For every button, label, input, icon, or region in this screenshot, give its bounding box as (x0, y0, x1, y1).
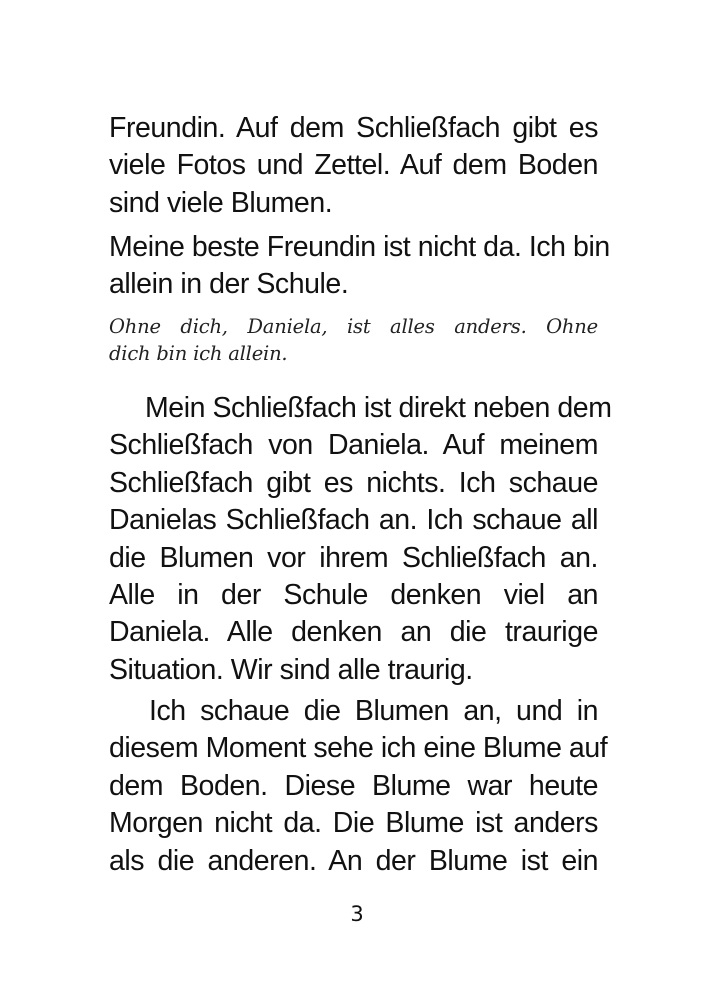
text-line: Schließfach gibt es nichts. Ich schaue (109, 466, 598, 499)
text-line: Freundin. Auf dem Schließfach gibt es (109, 112, 598, 144)
text-line: dich bin ich allein. (109, 342, 288, 365)
text-line: Situation. Wir sind alle traurig. (109, 653, 473, 686)
text-line: Mein Schließfach ist direkt neben dem (145, 392, 612, 424)
italic-paragraph-3 (109, 313, 598, 367)
text-line: diesem Moment sehe ich eine Blume auf (109, 732, 608, 765)
text-line: die Blumen vor ihrem Schließfach an. (109, 541, 598, 574)
text-line: als die anderen. An der Blume ist ein (109, 844, 598, 877)
paragraph-5 (109, 693, 608, 880)
text-line: allein in der Schule. (109, 268, 349, 301)
text-line: Ich schaue die Blumen an, und in (149, 695, 598, 727)
text-line: Daniela. Alle denken an die traurige (109, 616, 598, 649)
text-line: Meine beste Freundin ist nicht da. Ich bin (109, 231, 610, 263)
text-line: Danielas Schließfach an. Ich schaue all (109, 504, 598, 537)
text-line: Alle in der Schule denken viel an (109, 578, 598, 611)
text-line: Ohne dich, Daniela, ist alles anders. Ohne (109, 315, 598, 338)
text-line: Morgen nicht da. Die Blume ist anders (109, 807, 598, 840)
text-line: viele Fotos und Zettel. Auf dem Boden (109, 149, 598, 182)
page-number: 3 (350, 902, 364, 926)
paragraph-2 (109, 229, 610, 304)
text-line: Schließfach von Daniela. Auf meinem (109, 429, 598, 462)
paragraph-4 (109, 390, 612, 689)
text-line: dem Boden. Diese Blume war heute (109, 769, 598, 802)
paragraph-1 (109, 110, 598, 222)
text-line: sind viele Blumen. (109, 186, 333, 219)
